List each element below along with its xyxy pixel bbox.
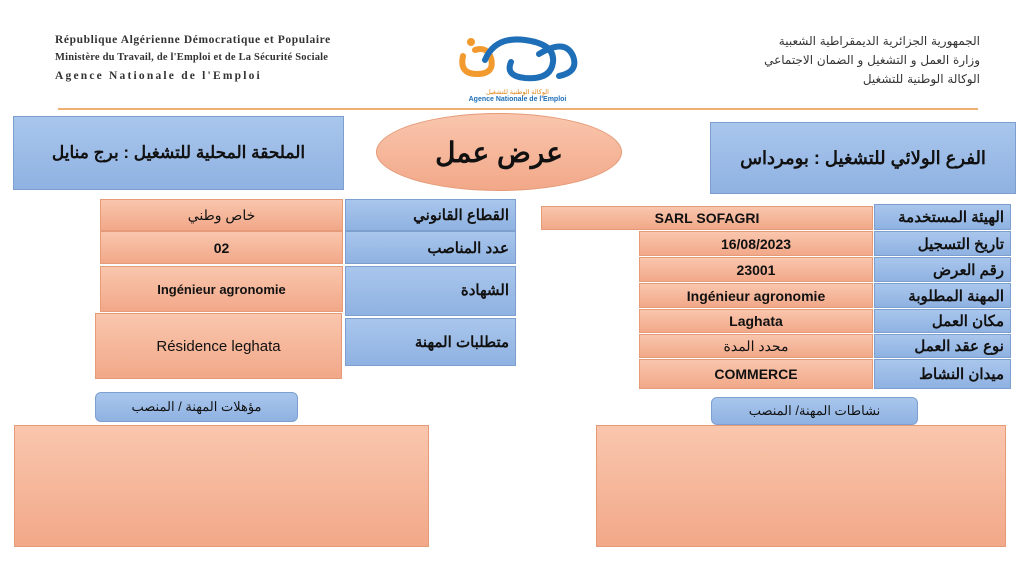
activities-box — [596, 425, 1006, 547]
header-ar-agency: الوكالة الوطنية للتشغيل — [862, 72, 980, 86]
employer-value: SARL SOFAGRI — [541, 206, 873, 230]
anem-logo — [455, 30, 580, 105]
header-ar-republic: الجمهورية الجزائرية الديمقراطية الشعبية — [778, 34, 980, 48]
header-fr-ministry: Ministère du Travail, de l'Emploi et de La Sécurité Sociale — [55, 52, 329, 63]
header-ar-ministry: وزارة العمل و التشغيل و الضمان الاجتماعي — [764, 53, 980, 67]
logo-text-fr: Agence Nationale de l'Emploi — [468, 96, 567, 103]
qualifications-box — [14, 425, 429, 547]
employer-label: الهيئة المستخدمة — [874, 204, 1011, 230]
job-requirements-label: متطلبات المهنة — [345, 318, 516, 366]
qualifications-label: مؤهلات المهنة / المنصب — [95, 392, 298, 422]
logo-text-ar: الوكالة الوطنية للتشغيل — [486, 89, 549, 96]
header-divider — [58, 108, 978, 110]
activity-field-label: ميدان النشاط — [874, 359, 1011, 389]
contract-type-label: نوع عقد العمل — [874, 334, 1011, 358]
legal-sector-value: خاص وطني — [100, 199, 343, 231]
job-requirements-value: Résidence leghata — [95, 313, 342, 379]
legal-sector-label: القطاع القانوني — [345, 199, 516, 231]
registration-date-label: تاريخ التسجيل — [874, 231, 1011, 256]
header-fr-republic: République Algérienne Démocratique et Populaire — [55, 34, 331, 46]
activity-field-value: COMMERCE — [639, 359, 873, 389]
header-fr-agency: Agence Nationale de l'Emploi — [55, 70, 262, 82]
activities-label: نشاطات المهنة/ المنصب — [711, 397, 918, 425]
diploma-value: Ingénieur agronomie — [100, 266, 343, 312]
work-location-label: مكان العمل — [874, 309, 1011, 333]
diploma-label: الشهادة — [345, 266, 516, 316]
requested-job-label: المهنة المطلوبة — [874, 283, 1011, 308]
work-location-value: Laghata — [639, 309, 873, 333]
positions-count-value: 02 — [100, 231, 343, 264]
anem-logo-icon — [455, 30, 580, 90]
offer-number-label: رقم العرض — [874, 257, 1011, 282]
contract-type-value: محدد المدة — [639, 334, 873, 358]
registration-date-value: 16/08/2023 — [639, 231, 873, 256]
positions-count-label: عدد المناصب — [345, 231, 516, 264]
page-title: عرض عمل — [376, 113, 622, 191]
requested-job-value: Ingénieur agronomie — [639, 283, 873, 308]
local-annex-box: الملحقة المحلية للتشغيل : برج منايل — [13, 116, 344, 190]
offer-number-value: 23001 — [639, 257, 873, 282]
wilaya-branch-box: الفرع الولائي للتشغيل : بومرداس — [710, 122, 1016, 194]
